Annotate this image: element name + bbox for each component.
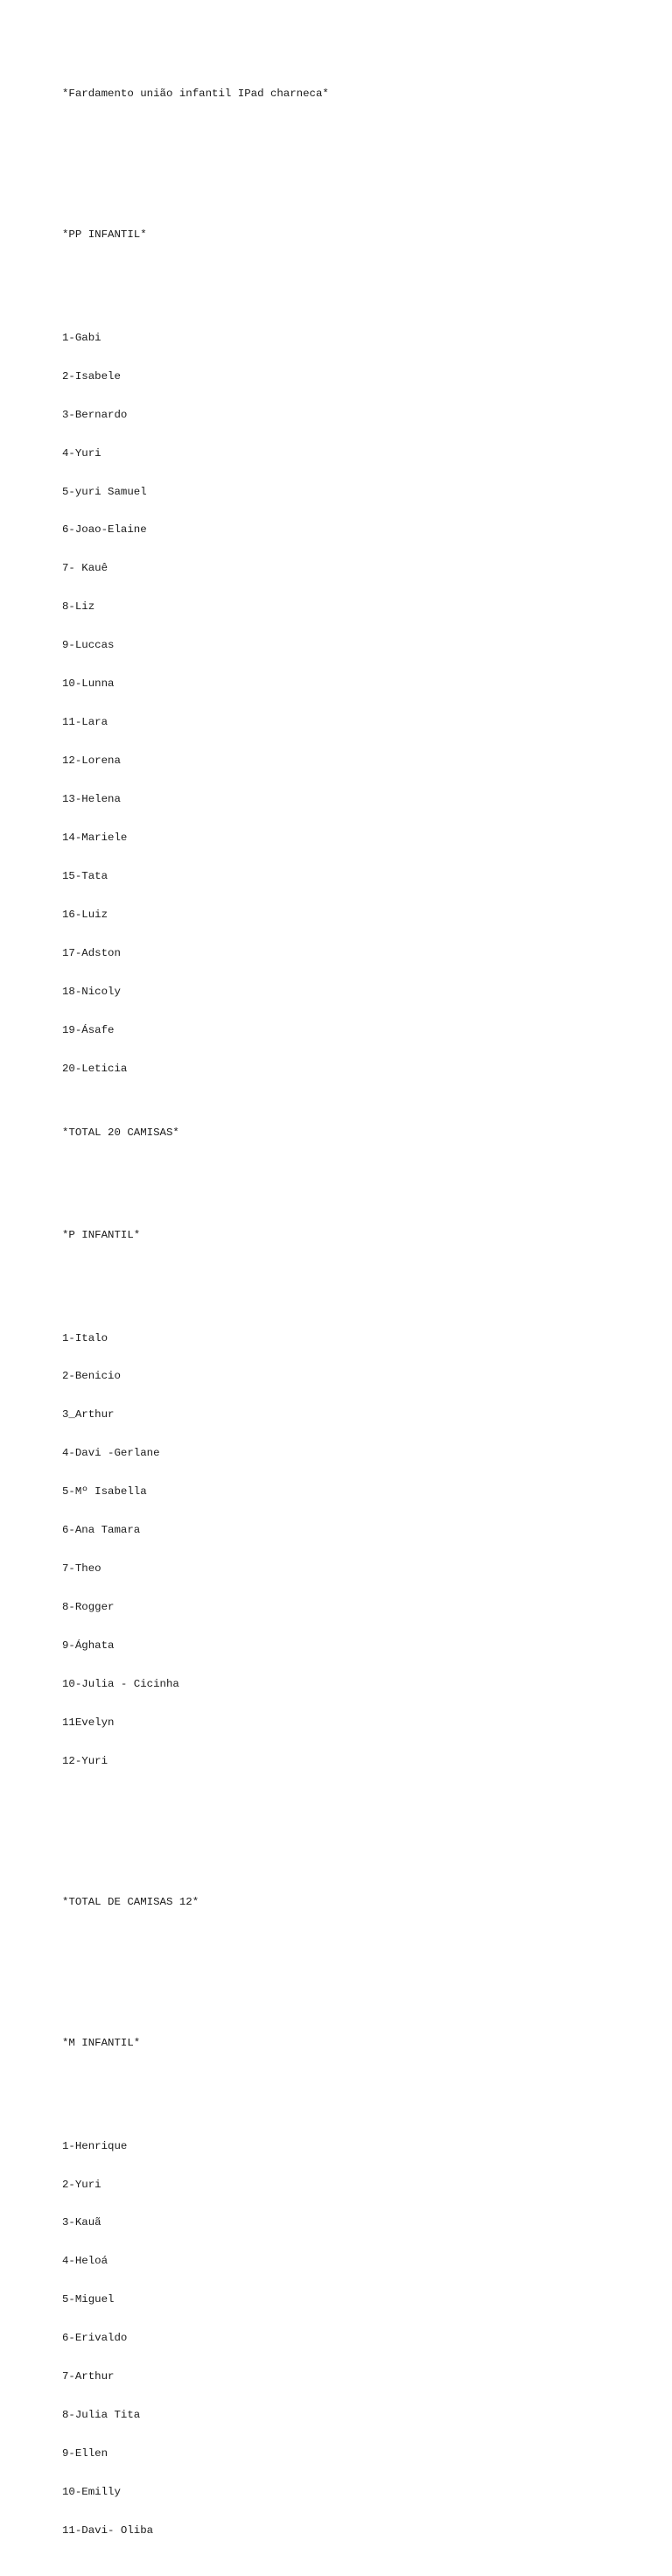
list-p bbox=[62, 1306, 657, 1793]
list-item: 12-Yuri bbox=[62, 1755, 108, 1767]
spacer bbox=[62, 1857, 657, 1871]
section-total-pp: *TOTAL 20 CAMISAS* bbox=[62, 1127, 179, 1140]
list-item: 6-Ana Tamara bbox=[62, 1524, 141, 1537]
list-item: 7-Arthur bbox=[62, 2370, 115, 2383]
list-item: 7-Theo bbox=[62, 1562, 102, 1576]
list-m bbox=[62, 2114, 657, 2563]
list-item: 10-Lunna bbox=[62, 677, 115, 691]
list-item: 19-Ásafe bbox=[62, 1023, 115, 1036]
list-item: 5-yuri Samuel bbox=[62, 485, 147, 498]
section-total-p: *TOTAL DE CAMISAS 12* bbox=[62, 1896, 200, 1909]
list-item: 8-Julia Tita bbox=[62, 2409, 141, 2422]
list-item: 1-Gabi bbox=[62, 331, 102, 344]
spacer bbox=[62, 1819, 657, 1832]
list-item: 11-Davi- Oliba bbox=[62, 2524, 154, 2537]
spacer bbox=[62, 1165, 657, 1178]
list-pp bbox=[62, 305, 657, 1100]
spacer bbox=[62, 1973, 657, 1986]
document-page bbox=[62, 62, 657, 2576]
list-item: 2-Isabele bbox=[62, 369, 121, 383]
list-item: 2-Yuri bbox=[62, 2178, 102, 2191]
list-item: 17-Adston bbox=[62, 946, 121, 959]
list-item: 4-Heloá bbox=[62, 2255, 108, 2268]
list-item: 20-Leticia bbox=[62, 1062, 128, 1075]
spacer bbox=[62, 1934, 657, 1948]
list-item: 11Evelyn bbox=[62, 1716, 115, 1730]
list-item: 8-Rogger bbox=[62, 1601, 115, 1614]
list-item: 13-Helena bbox=[62, 793, 121, 806]
spacer bbox=[62, 2075, 657, 2088]
list-item: 11-Lara bbox=[62, 716, 108, 729]
list-item: 3-Bernardo bbox=[62, 408, 128, 421]
list-item: 10-Emilly bbox=[62, 2486, 121, 2499]
list-item: 15-Tata bbox=[62, 870, 108, 883]
list-item: 4-Davi -Gerlane bbox=[62, 1447, 160, 1460]
list-item: 16-Luiz bbox=[62, 909, 108, 921]
list-item: 3_Arthur bbox=[62, 1408, 115, 1421]
list-item: 5-Mº Isabella bbox=[62, 1485, 147, 1499]
list-item: 8-Liz bbox=[62, 600, 95, 614]
section-heading-m: *M INFANTIL* bbox=[62, 2037, 141, 2050]
spacer bbox=[62, 267, 657, 280]
list-item: 14-Mariele bbox=[62, 832, 128, 845]
section-heading-pp: *PP INFANTIL* bbox=[62, 228, 147, 242]
list-item: 10-Julia - Cicinha bbox=[62, 1678, 179, 1691]
list-item: 9-Ellen bbox=[62, 2447, 108, 2460]
list-item: 5-Miguel bbox=[62, 2293, 115, 2306]
list-item: 4-Yuri bbox=[62, 446, 102, 460]
list-item: 1-Henrique bbox=[62, 2139, 128, 2152]
document-title: *Fardamento união infantil IPad charneca* bbox=[62, 88, 329, 101]
spacer bbox=[62, 165, 657, 178]
spacer bbox=[62, 1267, 657, 1281]
list-item: 18-Nicoly bbox=[62, 985, 121, 998]
list-item: 7- Kauê bbox=[62, 562, 108, 575]
spacer bbox=[62, 126, 657, 139]
list-item: 3-Kauã bbox=[62, 2216, 102, 2229]
list-item: 1-Italo bbox=[62, 1331, 108, 1344]
list-item: 6-Joao-Elaine bbox=[62, 523, 147, 537]
list-item: 12-Lorena bbox=[62, 755, 121, 768]
list-item: 9-Ághata bbox=[62, 1639, 115, 1653]
list-item: 6-Erivaldo bbox=[62, 2332, 128, 2345]
section-heading-p: *P INFANTIL* bbox=[62, 1229, 141, 1242]
list-item: 9-Luccas bbox=[62, 639, 115, 652]
list-item: 2-Benicio bbox=[62, 1370, 121, 1383]
